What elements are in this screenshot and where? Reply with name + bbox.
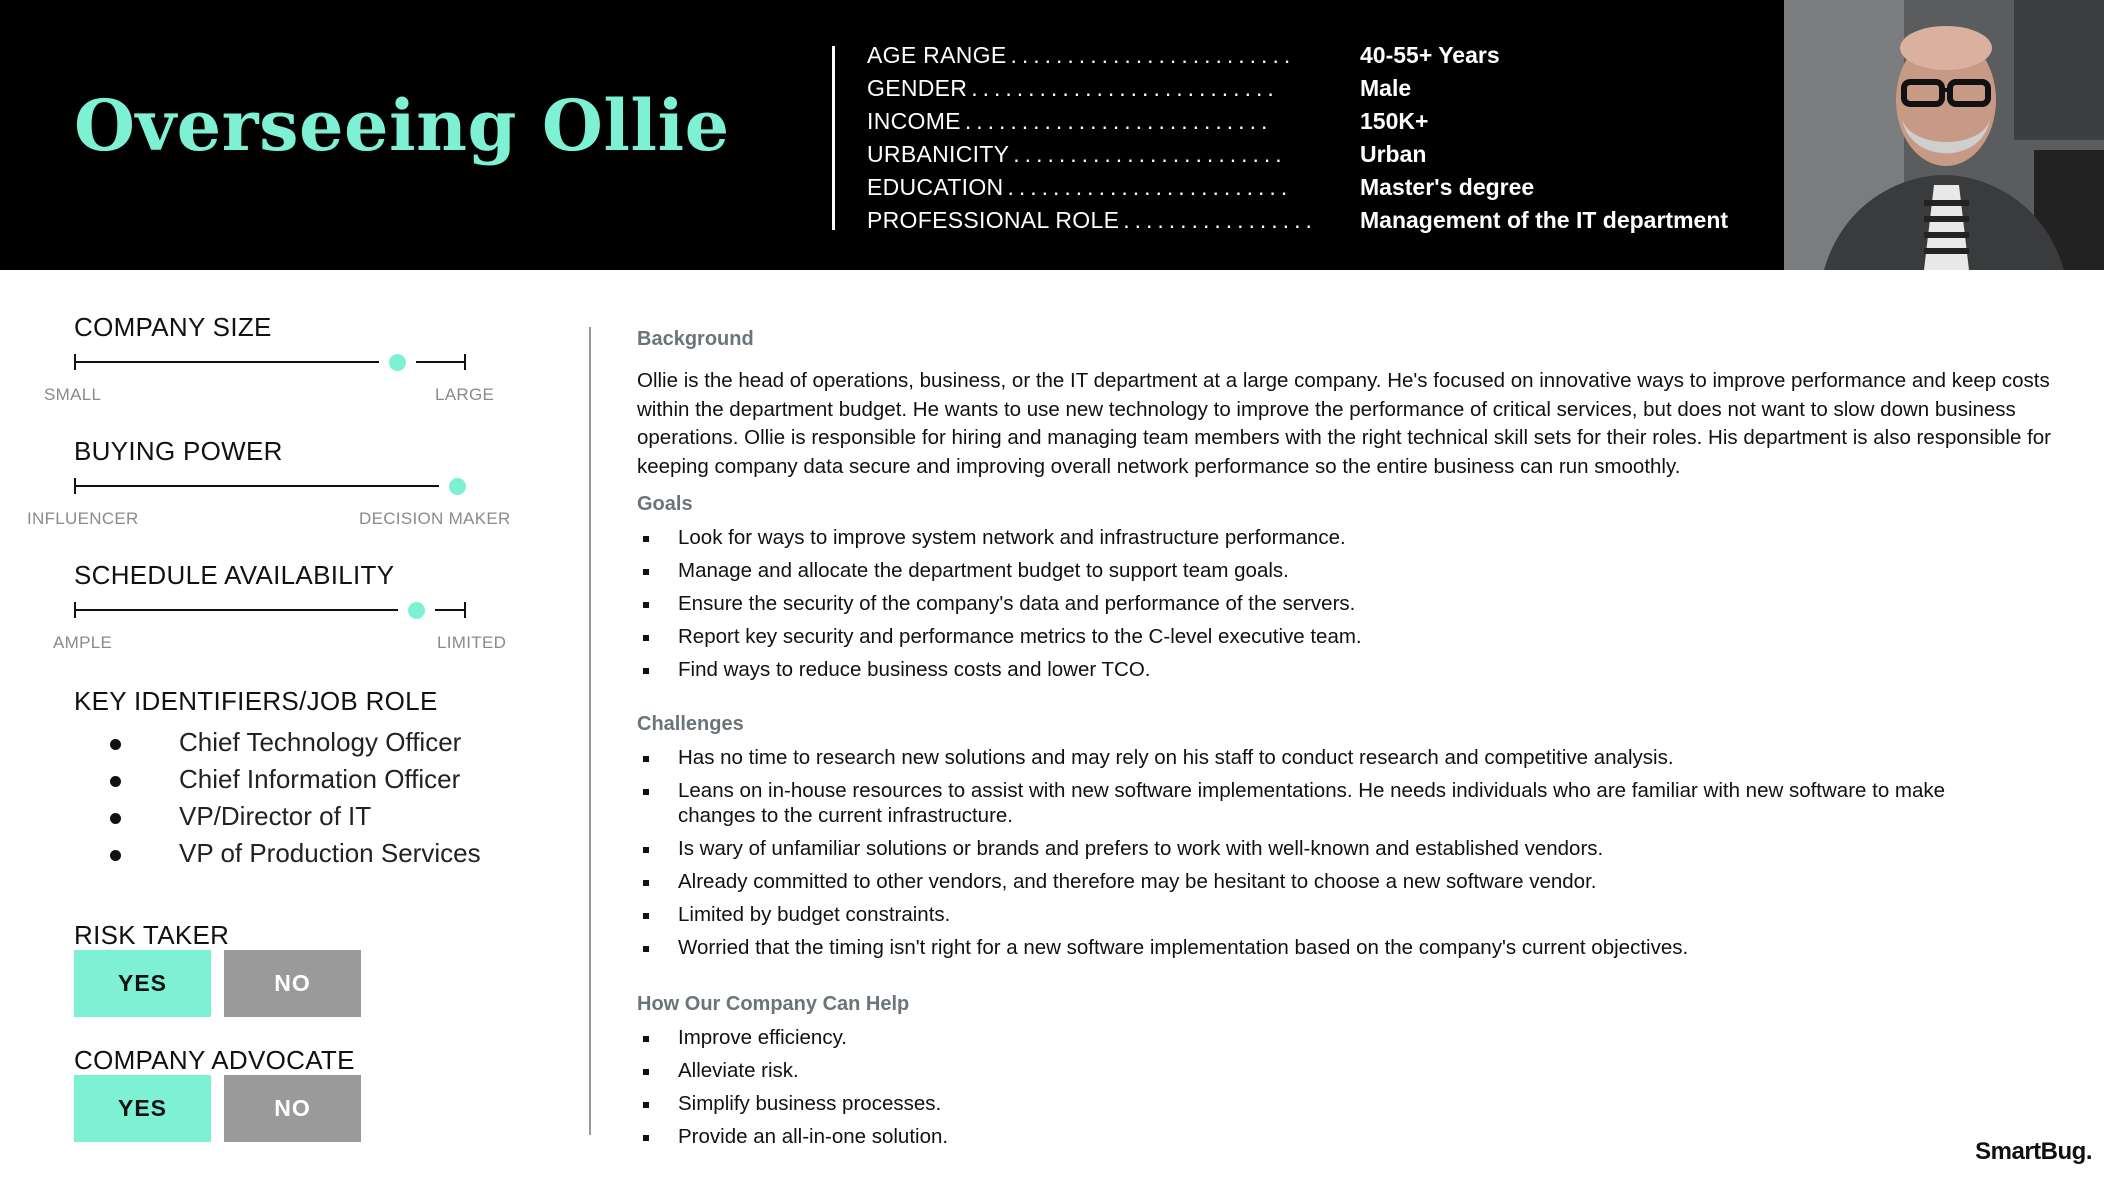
demographic-label: GENDER: [867, 75, 968, 101]
scale-title-schedule-availability: SCHEDULE AVAILABILITY: [74, 560, 395, 590]
challenge-text: Leans on in-house resources to assist with new software implementations. He needs individuals who are familiar with new software to make changes to the current infrastructure.: [678, 779, 1946, 827]
square-bullet-icon: [643, 913, 649, 919]
demographic-label: PROFESSIONAL ROLE: [867, 207, 1120, 233]
help-text: Provide an all-in-one solution.: [678, 1125, 949, 1148]
background-text: Ollie is the head of operations, business, or the IT department at a large company. He's focused on innovative ways to improve performance and keep costs within the department budget. He wants to use new technology to improve the performance of critical services, but does not want to slow down business operations. Ollie is responsible for hiring and managing team members with the right technical skill sets for their roles. His department is also responsible for keeping company data secure and improving overall network performance so the entire business can run smoothly.: [637, 369, 2052, 478]
demographic-row-role: [867, 207, 1777, 240]
scale-max-label: LIMITED: [437, 633, 507, 652]
list-item: [637, 525, 2077, 550]
square-bullet-icon: [643, 946, 649, 952]
list-item: [637, 624, 2077, 649]
list-item: [637, 935, 1957, 960]
help-text: Simplify business processes.: [678, 1092, 942, 1115]
square-bullet-icon: [643, 1135, 649, 1141]
list-item: [110, 764, 481, 801]
goal-text: Manage and allocate the department budget to support team goals.: [678, 559, 1289, 582]
company-advocate-title: COMPANY ADVOCATE: [74, 1045, 355, 1075]
leader-dots: .........................: [1010, 42, 1296, 68]
brand-logo: SmartBug.: [1975, 1138, 2092, 1165]
leader-dots: ...........................: [964, 108, 1273, 134]
help-title: How Our Company Can Help: [637, 993, 910, 1015]
demographic-value: Master's degree: [1360, 174, 1535, 200]
bullet-icon: [110, 776, 121, 787]
square-bullet-icon: [643, 536, 649, 542]
scale-line-right: [416, 361, 466, 363]
bullet-icon: [110, 813, 121, 824]
challenge-text: Limited by budget constraints.: [678, 903, 951, 926]
demographic-label: AGE RANGE: [867, 42, 1007, 68]
list-item: [110, 801, 481, 838]
scale-title-company-size: COMPANY SIZE: [74, 312, 272, 342]
goal-text: Find ways to reduce business costs and lower TCO.: [678, 658, 1151, 681]
square-bullet-icon: [643, 789, 649, 795]
leader-dots: ...........................: [971, 75, 1279, 101]
demographic-value: Urban: [1360, 141, 1427, 167]
goal-text: Report key security and performance metrics to the C-level executive team.: [678, 625, 1362, 648]
goal-text: Look for ways to improve system network and infrastructure performance.: [678, 526, 1346, 549]
job-role-text: VP/Director of IT: [179, 801, 372, 831]
scale-line-left: [74, 485, 439, 487]
list-item: [637, 591, 2077, 616]
square-bullet-icon: [643, 847, 649, 853]
demographic-value: 40-55+ Years: [1360, 42, 1500, 68]
scale-marker: [389, 354, 406, 371]
scale-schedule-availability: [74, 600, 466, 620]
challenge-text: Has no time to research new solutions and may rely on his staff to conduct research and competitive analysis.: [678, 746, 1674, 769]
persona-portrait-image: [1784, 0, 2104, 270]
scale-company-size: [74, 352, 466, 372]
persona-header: [0, 0, 2104, 270]
list-item: [637, 778, 1957, 828]
help-list: [637, 1025, 2077, 1157]
help-text: Alleviate risk.: [678, 1059, 799, 1082]
challenge-text: Worried that the timing isn't right for a new software implementation based on the company's current objectives.: [678, 936, 1689, 959]
scale-marker: [449, 478, 466, 495]
scale-marker: [408, 602, 425, 619]
demographic-value: Male: [1360, 75, 1412, 101]
scale-buying-power: [74, 476, 466, 496]
list-item: [637, 1058, 2077, 1083]
square-bullet-icon: [643, 602, 649, 608]
goal-text: Ensure the security of the company's data and performance of the servers.: [678, 592, 1356, 615]
bullet-icon: [110, 739, 121, 750]
demographic-label: EDUCATION: [867, 174, 1004, 200]
column-divider: [589, 327, 591, 1135]
scale-max-label: DECISION MAKER: [359, 509, 511, 528]
scale-tick-end: [464, 354, 466, 370]
challenges-list: [637, 745, 1957, 968]
job-role-text: Chief Information Officer: [179, 764, 461, 794]
scale-max-label: LARGE: [435, 385, 495, 404]
risk-taker-title: RISK TAKER: [74, 920, 230, 950]
help-text: Improve efficiency.: [678, 1026, 848, 1049]
scale-line-left: [74, 361, 379, 363]
list-item: [637, 1124, 2077, 1149]
key-identifiers-title: KEY IDENTIFIERS/JOB ROLE: [74, 686, 438, 716]
job-role-text: Chief Technology Officer: [179, 727, 462, 757]
list-item: [637, 657, 2077, 682]
scale-line-right: [435, 609, 466, 611]
square-bullet-icon: [643, 1102, 649, 1108]
key-identifiers-list: [110, 727, 481, 875]
square-bullet-icon: [643, 668, 649, 674]
list-item: [637, 558, 2077, 583]
square-bullet-icon: [643, 569, 649, 575]
scale-title-buying-power: BUYING POWER: [74, 436, 283, 466]
header-divider: [832, 46, 835, 230]
demographic-row-urbanicity: [867, 141, 1777, 174]
leader-dots: .................: [1123, 207, 1317, 233]
scale-tick-end: [464, 602, 466, 618]
square-bullet-icon: [643, 756, 649, 762]
list-item: [637, 836, 1957, 861]
demographic-row-gender: [867, 75, 1777, 108]
persona-name: Overseeing Ollie: [74, 84, 730, 167]
company-advocate-no-button[interactable]: NO: [224, 1075, 361, 1142]
list-item: [637, 902, 1957, 927]
demographic-value: 150K+: [1360, 108, 1429, 134]
list-item: [637, 1025, 2077, 1050]
list-item: [110, 727, 481, 764]
demographic-row-income: [867, 108, 1777, 141]
leader-dots: ........................: [1013, 141, 1287, 167]
demographic-label: URBANICITY: [867, 141, 1010, 167]
persona-photo: [1784, 0, 2104, 270]
list-item: [637, 745, 1957, 770]
square-bullet-icon: [643, 880, 649, 886]
square-bullet-icon: [643, 1036, 649, 1042]
leader-dots: .........................: [1007, 174, 1293, 200]
scale-min-label: INFLUENCER: [27, 509, 139, 528]
scale-line-left: [74, 609, 398, 611]
risk-taker-yes-button[interactable]: YES: [74, 950, 211, 1017]
goals-title: Goals: [637, 493, 693, 515]
demographic-row-age: [867, 42, 1777, 75]
challenge-text: Is wary of unfamiliar solutions or brands and prefers to work with well-known and established vendors.: [678, 837, 1604, 860]
bullet-icon: [110, 850, 121, 861]
square-bullet-icon: [643, 1069, 649, 1075]
job-role-text: VP of Production Services: [179, 838, 481, 868]
list-item: [110, 838, 481, 875]
goals-list: [637, 525, 2077, 690]
background-title: Background: [637, 328, 754, 350]
square-bullet-icon: [643, 635, 649, 641]
company-advocate-yes-button[interactable]: YES: [74, 1075, 211, 1142]
list-item: [637, 869, 1957, 894]
scale-min-label: SMALL: [44, 385, 102, 404]
demographic-value: Management of the IT department: [1360, 207, 1729, 233]
demographics-list: [867, 42, 1777, 240]
scale-min-label: AMPLE: [53, 633, 113, 652]
risk-taker-no-button[interactable]: NO: [224, 950, 361, 1017]
list-item: [637, 1091, 2077, 1116]
demographic-row-education: [867, 174, 1777, 207]
challenges-title: Challenges: [637, 713, 744, 735]
challenge-text: Already committed to other vendors, and therefore may be hesitant to choose a new software vendor.: [678, 870, 1597, 893]
demographic-label: INCOME: [867, 108, 961, 134]
